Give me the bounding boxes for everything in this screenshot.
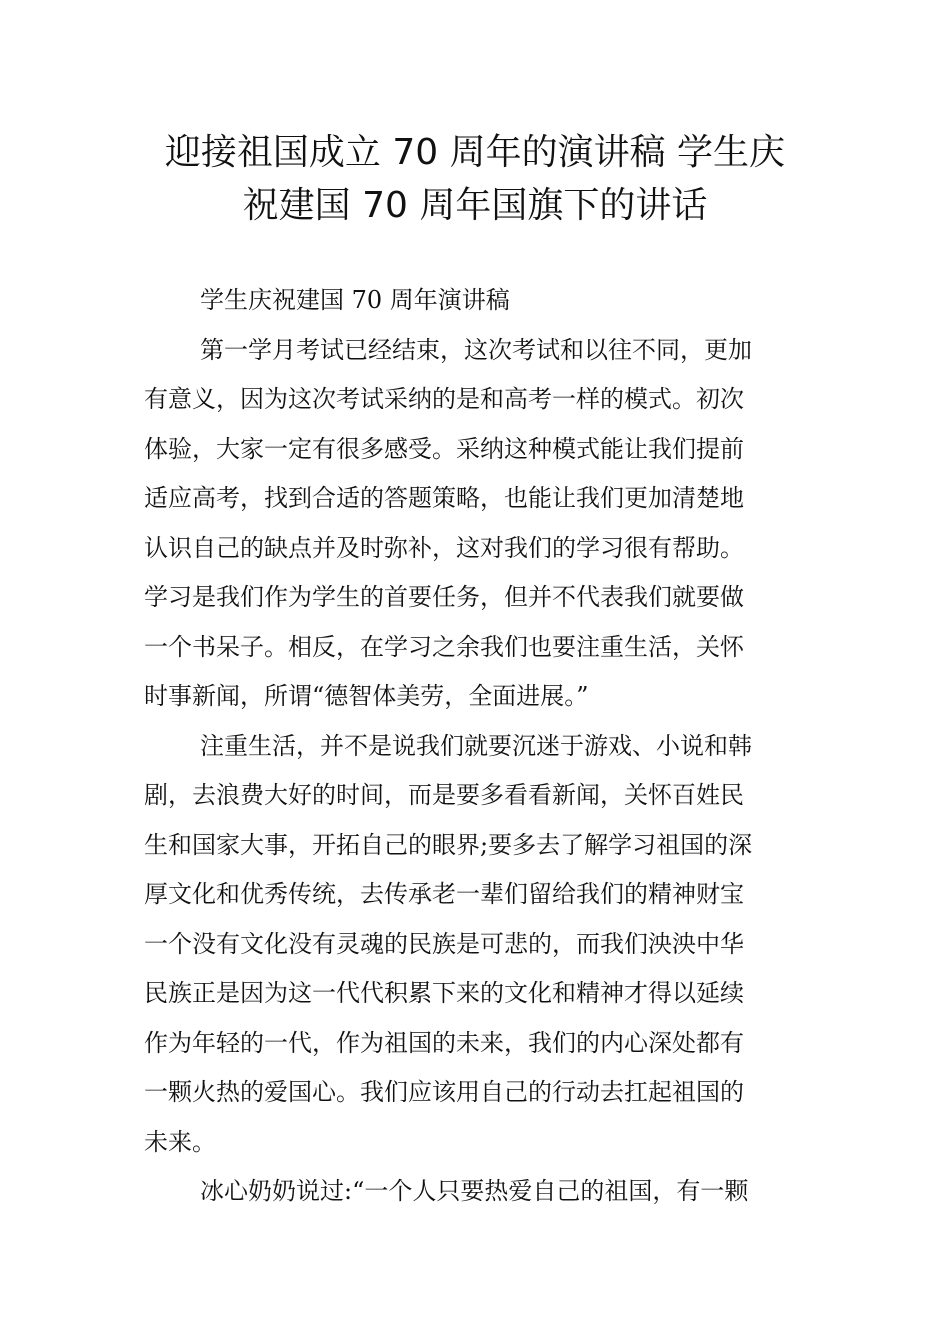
paragraph-line: 冰心奶奶说过:“一个人只要热爱自己的祖国，有一颗 bbox=[200, 1177, 749, 1205]
paragraph-line: 剧，去浪费大好的时间，而是要多看看新闻，关怀百姓民 bbox=[144, 781, 744, 809]
paragraph-line: 有意义，因为这次考试采纳的是和高考一样的模式。初次 bbox=[144, 385, 744, 413]
paragraph-2 bbox=[144, 726, 808, 1172]
paragraph-line: 时事新闻，所谓“德智体美劳，全面进展。” bbox=[144, 682, 589, 710]
paragraph-line: 适应高考，找到合适的答题策略，也能让我们更加清楚地 bbox=[144, 484, 744, 512]
paragraph-line: 民族正是因为这一代代积累下来的文化和精神才得以延续 bbox=[144, 979, 744, 1007]
paragraph-3 bbox=[144, 1171, 808, 1221]
paragraph-line: 未来。 bbox=[144, 1127, 216, 1156]
paragraph-line: 认识自己的缺点并及时弥补，这对我们的学习很有帮助。 bbox=[144, 533, 744, 562]
paragraph-line: 厚文化和优秀传统，去传承老一辈们留给我们的精神财宝 bbox=[144, 880, 744, 908]
paragraph-line: 体验，大家一定有很多感受。采纳这种模式能让我们提前 bbox=[144, 434, 744, 463]
paragraph-line: 作为年轻的一代，作为祖国的未来，我们的内心深处都有 bbox=[144, 1028, 744, 1057]
paragraph-line: 学习是我们作为学生的首要任务，但并不代表我们就要做 bbox=[144, 583, 744, 611]
paragraph-line: 一个没有文化没有灵魂的民族是可悲的，而我们泱泱中华 bbox=[144, 929, 744, 958]
title-line-1: 迎接祖国成立 70 周年的演讲稿 学生庆 bbox=[164, 132, 786, 173]
subheading: 学生庆祝建国 70 周年演讲稿 bbox=[200, 286, 510, 314]
paragraph-line: 生和国家大事，开拓自己的眼界;要多去了解学习祖国的深 bbox=[144, 830, 753, 859]
paragraph-line: 一颗火热的爱国心。我们应该用自己的行动去扛起祖国的 bbox=[144, 1078, 744, 1106]
title-line-2: 祝建国 70 周年国旗下的讲话 bbox=[242, 185, 708, 226]
document-body bbox=[144, 280, 808, 1221]
paragraph-line: 第一学月考试已经结束，这次考试和以往不同，更加 bbox=[200, 335, 752, 364]
paragraph-1 bbox=[144, 330, 808, 726]
paragraph-line: 注重生活，并不是说我们就要沉迷于游戏、小说和韩 bbox=[200, 731, 752, 760]
document-title bbox=[120, 126, 830, 232]
paragraph-line: 一个书呆子。相反，在学习之余我们也要注重生活，关怀 bbox=[144, 632, 744, 661]
